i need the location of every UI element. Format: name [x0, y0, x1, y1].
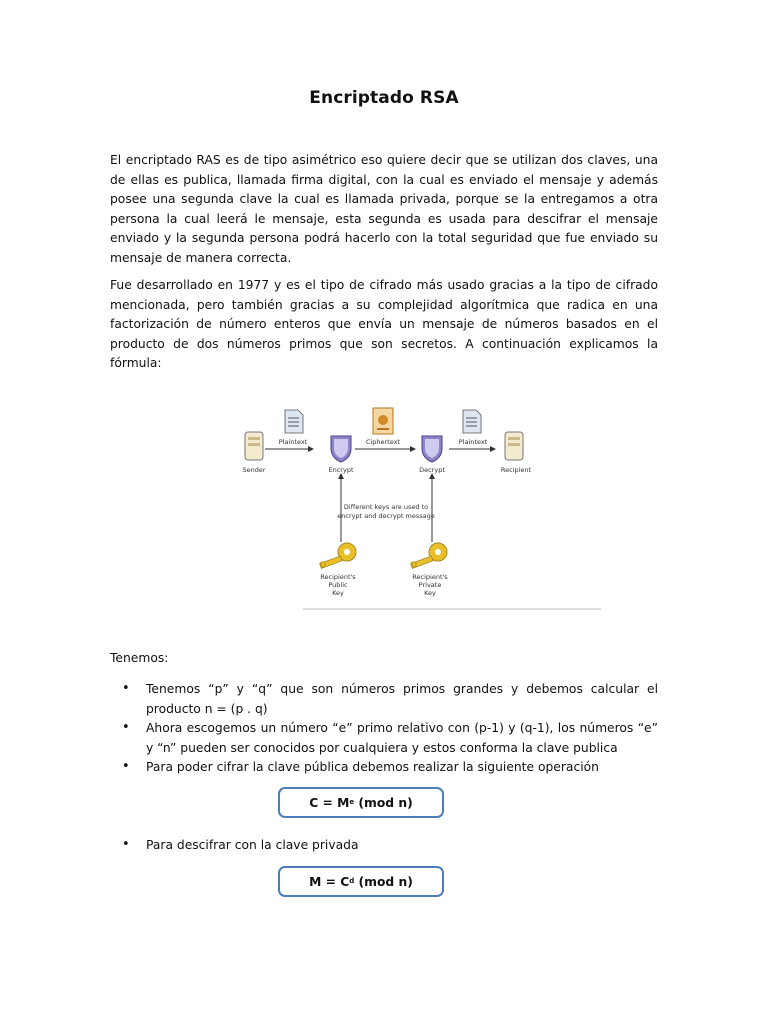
- page-title: Encriptado RSA: [309, 88, 459, 108]
- plaintext-right-label: Plaintext: [458, 438, 488, 446]
- key-icon: [320, 543, 356, 568]
- computer-icon: [505, 432, 523, 460]
- list-item: [110, 680, 658, 719]
- private-key-label-1: Recipient's: [412, 573, 448, 581]
- encrypt-label: Encrypt: [328, 466, 354, 474]
- shield-icon: [331, 436, 351, 462]
- decrypt-formula-box: [278, 866, 444, 897]
- private-key-label-2: Private: [418, 581, 442, 589]
- certificate-icon: [373, 408, 393, 434]
- formula-rhs: (mod n): [354, 795, 413, 810]
- keys-note-line2: encrypt and decrypt message: [337, 512, 435, 520]
- formula-rhs: (mod n): [354, 874, 413, 889]
- history-paragraph: Fue desarrollado en 1977 y es el tipo de cifrado más usado gracias a la tipo de cifrado mencionada, pero también gracias a su complejidad algorítmica que radica en una factorización de número enteros que envía un mensaje de números basados en el producto de dos números primos que son secretos. A continuación explicamos la fórmula:: [110, 278, 658, 371]
- key-icon: [411, 543, 447, 568]
- bullet-icon: •: [122, 681, 130, 696]
- document-icon: [285, 410, 303, 433]
- recipient-label: Recipient: [500, 466, 532, 474]
- sender-label: Sender: [242, 466, 266, 474]
- list-item: [110, 758, 658, 778]
- list-item-text: Para descifrar con la clave privada: [146, 838, 359, 852]
- list-item-text: Ahora escogemos un número “e” primo relativo con (p-1) y (q-1), los números “e” y “n” pueden ser conocidos por cualquiera y estos conforma la clave publica: [146, 721, 658, 755]
- ciphertext-label: Ciphertext: [365, 438, 401, 446]
- shield-icon: [422, 436, 442, 462]
- public-key-label-2: Public: [328, 581, 348, 589]
- keys-note-line1: Different keys are used to: [343, 503, 429, 511]
- public-key-label-1: Recipient's: [320, 573, 356, 581]
- decrypt-label: Decrypt: [419, 466, 445, 474]
- encrypt-formula-box: [278, 787, 444, 818]
- formula-exponent: d: [349, 876, 355, 885]
- bullet-icon: •: [122, 720, 130, 735]
- bullet-icon: •: [122, 837, 130, 852]
- list-item: [110, 719, 658, 758]
- plaintext-left-label: Plaintext: [278, 438, 308, 446]
- public-key-label-3: Key: [332, 589, 344, 597]
- bullet-icon: •: [122, 759, 130, 774]
- private-key-label-3: Key: [424, 589, 436, 597]
- formula-lhs: C = M: [309, 795, 350, 810]
- intro-paragraph: El encriptado RAS es de tipo asimétrico eso quiere decir que se utilizan dos claves, una de ellas es publica, llamada firma digital, con la cual es enviado el mensaje y además posee una segunda clave la cual es llamada privada, porque se la entregamos a otra persona la cual leerá le mensaje, esta segunda es usada para descifrar el mensaje enviado y la segunda persona podrá hacerlo con la total seguridad que fue enviado su mensaje de manera correcta.: [110, 153, 658, 265]
- tenemos-label: Tenemos:: [110, 651, 169, 665]
- document-icon: [463, 410, 481, 433]
- list-item-text: Tenemos “p” y “q” que son números primos grandes y debemos calcular el producto n = (p . q): [146, 682, 658, 716]
- list-item-text: Para poder cifrar la clave pública debemos realizar la siguiente operación: [146, 760, 599, 774]
- formula-exponent: e: [349, 797, 355, 806]
- computer-icon: [245, 432, 263, 460]
- formula-lhs: M = C: [309, 874, 350, 889]
- list-item: [110, 836, 658, 856]
- rsa-diagram: [233, 402, 605, 612]
